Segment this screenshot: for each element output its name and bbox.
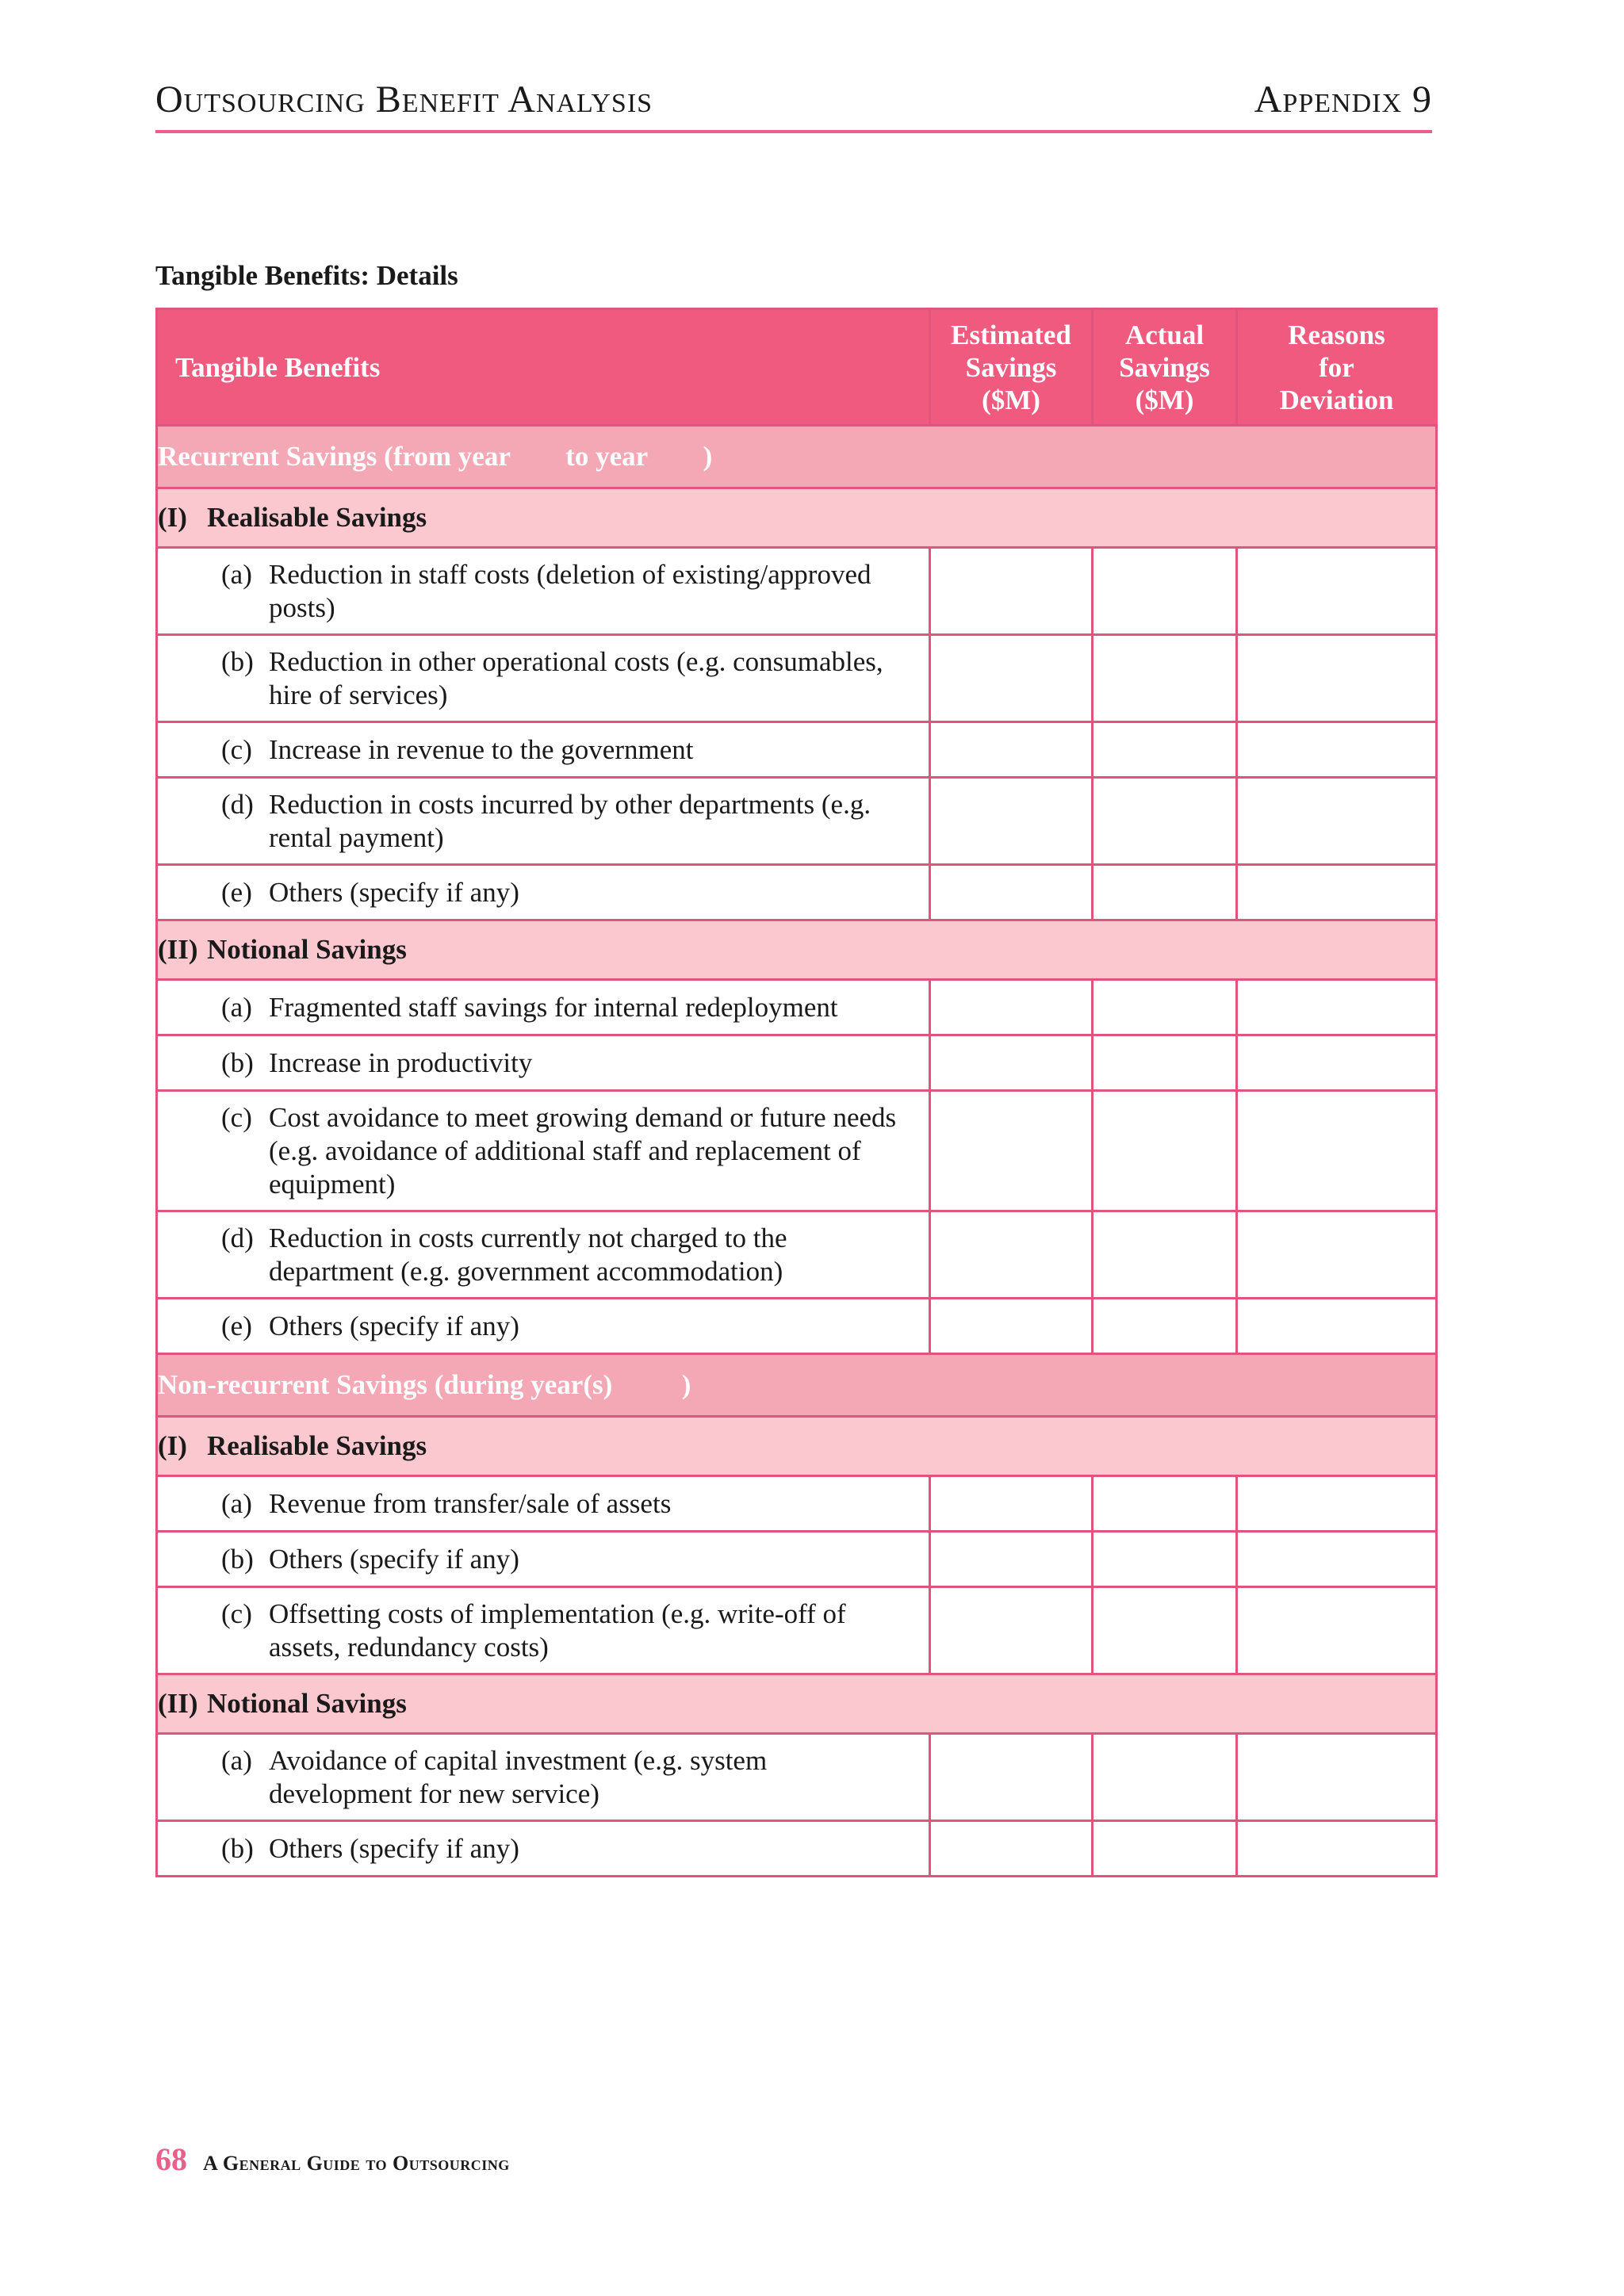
reasons-cell[interactable]: [1237, 1035, 1437, 1091]
header-reasons-for-deviation: [1237, 309, 1437, 426]
estimated-savings-cell[interactable]: [930, 635, 1093, 722]
reasons-cell[interactable]: [1237, 1476, 1437, 1532]
item-letter: (a): [221, 1487, 252, 1519]
actual-savings-cell[interactable]: [1093, 1211, 1237, 1299]
document-title: Outsourcing Benefit Analysis: [155, 78, 653, 121]
item-description: [157, 1734, 930, 1821]
estimated-savings-cell[interactable]: [930, 548, 1093, 635]
table-row: [157, 980, 1437, 1035]
header-actual-savings: [1093, 309, 1237, 426]
table-row: [157, 1211, 1437, 1299]
item-description: [157, 1587, 930, 1674]
item-letter: (d): [221, 1222, 254, 1253]
category-row: [157, 1417, 1437, 1476]
table-row: [157, 1476, 1437, 1532]
category-title: Realisable Savings: [207, 502, 427, 533]
header-line: for: [1319, 351, 1354, 383]
item-description: [157, 1476, 930, 1532]
actual-savings-cell[interactable]: [1093, 1035, 1237, 1091]
reasons-cell[interactable]: [1237, 722, 1437, 778]
header-line: Savings: [1119, 351, 1210, 383]
estimated-savings-cell[interactable]: [930, 1091, 1093, 1211]
reasons-cell[interactable]: [1237, 1532, 1437, 1587]
actual-savings-cell[interactable]: [1093, 865, 1237, 920]
table-row: [157, 1587, 1437, 1674]
item-letter: (c): [221, 733, 252, 765]
header-line: Estimated: [951, 319, 1071, 350]
reasons-cell[interactable]: [1237, 548, 1437, 635]
category-number: (II): [158, 1688, 198, 1719]
actual-savings-cell[interactable]: [1093, 1299, 1237, 1354]
item-description: [157, 778, 930, 865]
category-row: [157, 1674, 1437, 1734]
item-text: Reduction in costs currently not charged to the department (e.g. government accommodation): [269, 1222, 787, 1287]
period-label: Non-recurrent Savings (during year(s) ): [157, 1354, 1437, 1417]
item-text: Reduction in other operational costs (e.g. consumables, hire of services): [269, 645, 883, 710]
header-line: Deviation: [1279, 384, 1394, 415]
item-description: [157, 722, 930, 778]
reasons-cell[interactable]: [1237, 1821, 1437, 1877]
estimated-savings-cell[interactable]: [930, 980, 1093, 1035]
item-description: [157, 980, 930, 1035]
page-header: [155, 73, 1432, 133]
header-line: ($M): [982, 384, 1040, 415]
category-label: [157, 1674, 1437, 1734]
period-row-non-recurrent: [157, 1354, 1437, 1417]
item-text: Revenue from transfer/sale of assets: [269, 1487, 672, 1519]
estimated-savings-cell[interactable]: [930, 1211, 1093, 1299]
table-row: [157, 548, 1437, 635]
category-number: (I): [158, 502, 187, 533]
item-letter: (a): [221, 558, 252, 590]
estimated-savings-cell[interactable]: [930, 1532, 1093, 1587]
estimated-savings-cell[interactable]: [930, 1476, 1093, 1532]
item-description: [157, 865, 930, 920]
actual-savings-cell[interactable]: [1093, 1734, 1237, 1821]
section-title: Tangible Benefits: Details: [155, 260, 458, 291]
item-description: [157, 1532, 930, 1587]
estimated-savings-cell[interactable]: [930, 1821, 1093, 1877]
actual-savings-cell[interactable]: [1093, 1476, 1237, 1532]
table-row: [157, 1821, 1437, 1877]
item-description: [157, 1035, 930, 1091]
reasons-cell[interactable]: [1237, 635, 1437, 722]
item-letter: (a): [221, 991, 252, 1023]
category-label: [157, 488, 1437, 548]
table-row: [157, 722, 1437, 778]
reasons-cell[interactable]: [1237, 1587, 1437, 1674]
item-letter: (e): [221, 876, 252, 908]
item-letter: (a): [221, 1744, 252, 1776]
item-text: Reduction in staff costs (deletion of existing/approved posts): [269, 558, 871, 623]
actual-savings-cell[interactable]: [1093, 1091, 1237, 1211]
header-line: Reasons: [1288, 319, 1385, 350]
category-number: (I): [158, 1430, 187, 1461]
estimated-savings-cell[interactable]: [930, 778, 1093, 865]
item-description: [157, 1091, 930, 1211]
table-row: [157, 1299, 1437, 1354]
item-letter: (d): [221, 788, 254, 820]
category-row: [157, 488, 1437, 548]
actual-savings-cell[interactable]: [1093, 635, 1237, 722]
page-footer: [155, 2141, 510, 2178]
category-number: (II): [158, 934, 198, 965]
estimated-savings-cell[interactable]: [930, 1587, 1093, 1674]
header-tangible-benefits: Tangible Benefits: [157, 309, 930, 426]
item-text: Others (specify if any): [269, 876, 519, 908]
table-header-row: [157, 309, 1437, 426]
actual-savings-cell[interactable]: [1093, 1587, 1237, 1674]
tangible-benefits-table: [155, 308, 1438, 1877]
reasons-cell[interactable]: [1237, 778, 1437, 865]
category-row: [157, 920, 1437, 980]
reasons-cell[interactable]: [1237, 1211, 1437, 1299]
table-row: [157, 1532, 1437, 1587]
item-description: [157, 1299, 930, 1354]
item-text: Cost avoidance to meet growing demand or future needs (e.g. avoidance of additional staff and replacement of equipment): [269, 1101, 897, 1200]
item-text: Increase in productivity: [269, 1047, 533, 1078]
item-letter: (b): [221, 645, 254, 677]
item-text: Offsetting costs of implementation (e.g. write-off of assets, redundancy costs): [269, 1598, 846, 1663]
table-row: [157, 1035, 1437, 1091]
page-number: 68: [155, 2141, 187, 2177]
item-text: Increase in revenue to the government: [269, 733, 694, 765]
table-row: [157, 865, 1437, 920]
item-letter: (b): [221, 1832, 254, 1864]
item-text: Others (specify if any): [269, 1832, 519, 1864]
reasons-cell[interactable]: [1237, 980, 1437, 1035]
estimated-savings-cell[interactable]: [930, 865, 1093, 920]
item-description: [157, 635, 930, 722]
table-row: [157, 778, 1437, 865]
table-row: [157, 1734, 1437, 1821]
period-row-recurrent: [157, 426, 1437, 488]
footer-title: A General Guide to Outsourcing: [203, 2152, 510, 2175]
header-line: ($M): [1135, 384, 1194, 415]
actual-savings-cell[interactable]: [1093, 980, 1237, 1035]
estimated-savings-cell[interactable]: [930, 1734, 1093, 1821]
table-row: [157, 1091, 1437, 1211]
estimated-savings-cell[interactable]: [930, 1035, 1093, 1091]
estimated-savings-cell[interactable]: [930, 722, 1093, 778]
category-title: Notional Savings: [207, 934, 407, 965]
appendix-label: Appendix 9: [1254, 78, 1432, 121]
item-text: Reduction in costs incurred by other departments (e.g. rental payment): [269, 788, 871, 853]
reasons-cell[interactable]: [1237, 1734, 1437, 1821]
item-description: [157, 1821, 930, 1877]
category-title: Notional Savings: [207, 1688, 407, 1719]
header-line: Savings: [965, 351, 1057, 383]
reasons-cell[interactable]: [1237, 1299, 1437, 1354]
item-description: [157, 1211, 930, 1299]
item-letter: (c): [221, 1598, 252, 1629]
actual-savings-cell[interactable]: [1093, 548, 1237, 635]
actual-savings-cell[interactable]: [1093, 1532, 1237, 1587]
actual-savings-cell[interactable]: [1093, 778, 1237, 865]
item-text: Others (specify if any): [269, 1543, 519, 1575]
actual-savings-cell[interactable]: [1093, 722, 1237, 778]
header-line: Actual: [1124, 319, 1205, 350]
period-label: Recurrent Savings (from year to year ): [157, 426, 1437, 488]
item-text: Avoidance of capital investment (e.g. system development for new service): [269, 1744, 768, 1809]
item-letter: (c): [221, 1101, 252, 1133]
reasons-cell[interactable]: [1237, 865, 1437, 920]
header-estimated-savings: [930, 309, 1093, 426]
item-text: Others (specify if any): [269, 1310, 519, 1341]
reasons-cell[interactable]: [1237, 1091, 1437, 1211]
category-label: [157, 920, 1437, 980]
item-description: [157, 548, 930, 635]
item-letter: (b): [221, 1543, 254, 1575]
item-letter: (e): [221, 1310, 252, 1341]
table-row: [157, 635, 1437, 722]
estimated-savings-cell[interactable]: [930, 1299, 1093, 1354]
actual-savings-cell[interactable]: [1093, 1821, 1237, 1877]
category-label: [157, 1417, 1437, 1476]
item-letter: (b): [221, 1047, 254, 1078]
item-text: Fragmented staff savings for internal redeployment: [269, 991, 838, 1023]
category-title: Realisable Savings: [207, 1430, 427, 1461]
